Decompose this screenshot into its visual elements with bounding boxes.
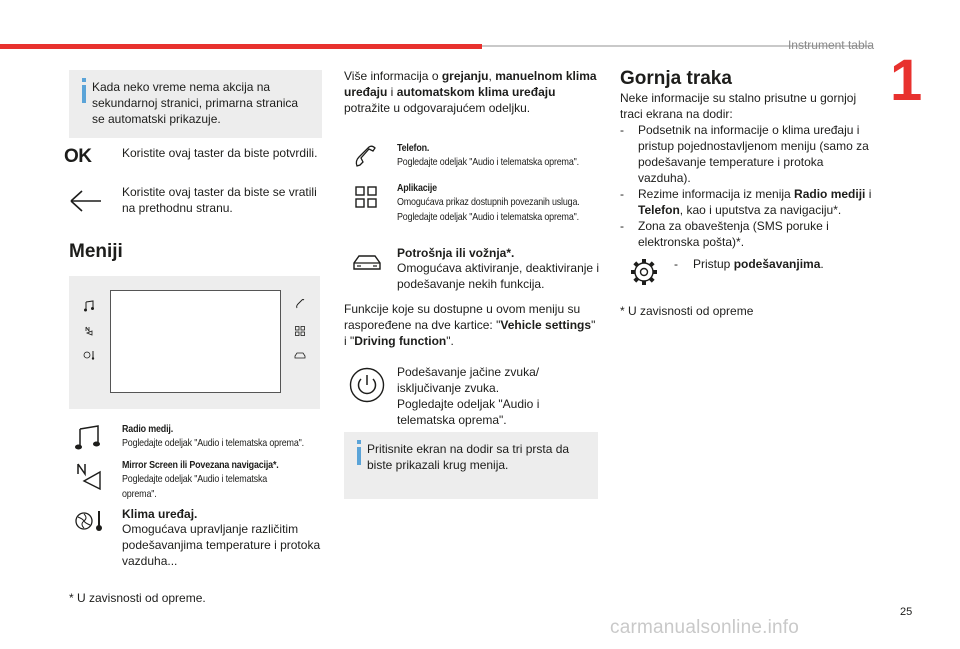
header-red-bar	[0, 44, 482, 49]
climate-icon	[74, 508, 106, 534]
ok-description: Koristite ovaj taster da biste potvrdili.	[122, 146, 318, 160]
touchscreen-illustration	[69, 276, 320, 409]
menus-heading: Meniji	[69, 241, 123, 262]
power-icon	[349, 367, 385, 403]
phone-icon-small	[295, 298, 305, 310]
footnote-col1: * U zavisnosti od opreme.	[69, 591, 206, 605]
info-note-box-2	[344, 432, 598, 499]
phone-icon	[354, 144, 378, 170]
section-title: Instrument tabla	[787, 38, 874, 52]
music-note-icon	[74, 425, 102, 451]
radio-title: Radio medij.	[122, 423, 174, 435]
car-icon	[352, 253, 382, 273]
info-note-text-2: Pritisnite ekran na dodir sa tri prsta da biste prikazali krug menija.	[367, 442, 570, 472]
apps-icon-small	[295, 326, 305, 336]
mirror-description: Pogledajte odeljak "Audio i telematska oprema".	[122, 473, 268, 500]
climate-title: Klima uređaj.	[122, 507, 198, 521]
bullet-3-text: Zona za obaveštenja (SMS poruke i elektronska pošta)*.	[638, 219, 829, 249]
music-note-icon-small	[83, 300, 95, 312]
bullet-1-text: Podsetnik na informacije o klima uređaju i pristup pojednostavljenom meniju (samo za podešavanje temperature i protoka vazduha).	[638, 123, 869, 185]
bullet-2-text: Rezime informacija iz menija Radio mediji i Telefon, kao i uputstva za navigaciju*.	[638, 187, 872, 217]
phone-title: Telefon.	[397, 142, 430, 154]
gear-icon	[629, 257, 659, 287]
mirror-navigation-icon	[74, 462, 104, 490]
info-icon	[79, 78, 89, 104]
screen-display-area	[110, 290, 281, 393]
bullet-dash-3: -	[620, 219, 624, 233]
drive-title: Potrošnja ili vožnja*.	[397, 246, 515, 260]
mirror-title: Mirror Screen ili Povezana navigacija*.	[122, 459, 279, 471]
info-note-text: Kada neko vreme nema akcija na sekundarnoj stranici, primarna stranica se automatski prikazuje.	[92, 80, 299, 126]
bullet-dash-1: -	[620, 123, 624, 137]
info-icon	[354, 440, 364, 466]
apps-title: Aplikacije	[397, 182, 437, 194]
functions-paragraph: Funkcije koje su dostupne u ovom meniju su raspoređene na dve kartice: "Vehicle settings" i "Driving function".	[344, 302, 596, 348]
power-description: Podešavanje jačine zvuka/ isključivanje zvuka. Pogledajte odeljak "Audio i telematska oprema".	[397, 365, 540, 427]
radio-description: Pogledajte odeljak "Audio i telematska oprema".	[122, 437, 304, 449]
settings-text: Pristup podešavanjima.	[693, 257, 824, 271]
climate-description: Omogućava upravljanje različitim podešavanjima temperature i protoka vazduha...	[122, 522, 321, 568]
bullet-dash-2: -	[620, 187, 624, 201]
top-bar-heading: Gornja traka	[620, 68, 732, 89]
ok-icon: OK	[64, 146, 92, 167]
info-note-box	[69, 70, 322, 138]
climate-intro-paragraph: Više informacija o grejanju, manuelnom klima uređaju i automatskom klima uređaju potražite u odgovarajućem odeljku.	[344, 69, 597, 115]
watermark: carmanualsonline.info	[610, 617, 800, 638]
phone-description: Pogledajte odeljak "Audio i telematska oprema".	[397, 156, 579, 168]
apps-icon	[355, 186, 377, 208]
footnote-col3: * U zavisnosti od opreme	[620, 304, 754, 318]
apps-description: Omogućava prikaz dostupnih povezanih usluga. Pogledajte odeljak "Audio i telematska oprema".	[397, 196, 580, 223]
drive-description: Omogućava aktiviranje, deaktiviranje i podešavanje nekih funkcija.	[397, 261, 600, 291]
top-bar-intro: Neke informacije su stalno prisutne u gornjoj traci ekrana na dodir:	[620, 91, 857, 121]
back-description: Koristite ovaj taster da biste se vratili na prethodnu stranu.	[122, 185, 317, 215]
back-arrow-icon	[68, 188, 104, 214]
settings-dash: -	[674, 257, 678, 271]
car-icon-small	[294, 352, 306, 360]
page-number: 25	[900, 606, 913, 618]
climate-icon-small	[83, 350, 97, 360]
navigation-icon-small	[84, 326, 94, 336]
chapter-number: 1	[890, 48, 923, 113]
